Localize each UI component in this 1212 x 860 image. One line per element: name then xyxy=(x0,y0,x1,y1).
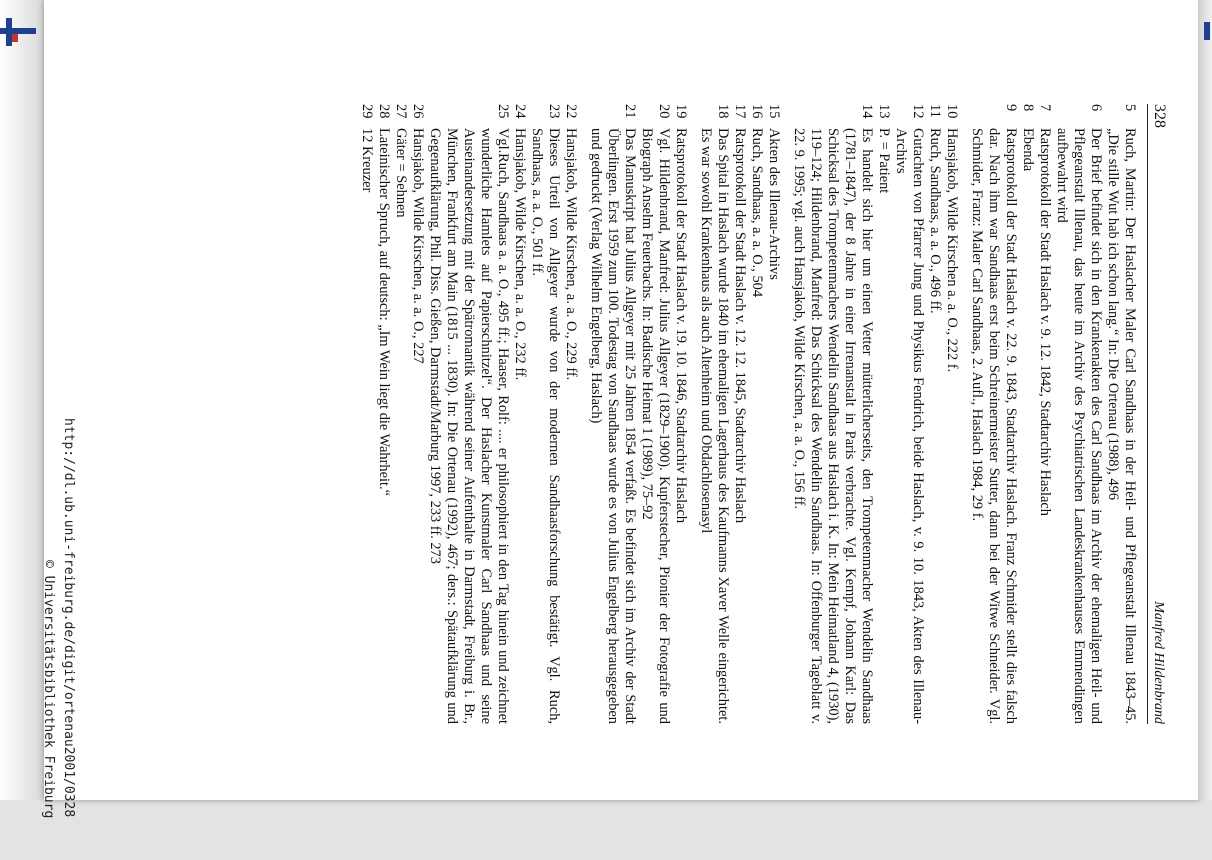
endnote-number: 14 xyxy=(859,104,875,119)
endnote-item xyxy=(892,104,926,724)
endnote-text: Hansjakob, Wilde Kirschen, a. a. O., 229 ff. xyxy=(563,128,579,381)
endnote-item xyxy=(638,104,672,724)
endnote-item xyxy=(943,104,960,724)
endnote-text: Der Brief befindet sich in den Krankenakten des Carl Sandhaas im Archiv der ehemaligen Heil- und Pflegeanstalt Illenau, das heute im Archiv des Psychiatrischen Landeskrankenhauses Emmendingen aufbewahrt wird xyxy=(1054,128,1104,724)
endnote-item xyxy=(358,104,375,724)
endnote-text: Es handelt sich hier um einen Vetter mütterlicherseits, den Trompetenmacher Wendelin Sandhaas (1781–1847), der 8 Jahre in einer Irrenanstalt in Paris verbrachte. Vgl. Kempf, Johann Karl: Das Schicksal des Trompetenmachers Wendelin Sandhaas aus Haslach i. K. In: Mein Heimatland 4, (1930), 119–124; Hildenbrand, Manfred: Das Schicksal des Wendelin Sandhaas. In: Offenburger Tageblatt v. 22. 9. 1995; vgl. auch Hansjakob, Wilde Kirschen, a. a. O., 156 ff. xyxy=(791,128,875,724)
endnote-number: 17 xyxy=(732,104,748,119)
endnote-item xyxy=(875,104,892,724)
endnote-text: Vgl. Hildenbrand, Manfred: Julius Allgeyer (1829–1900). Kupferstecher, Pionier der Fotografie und Biograph Anselm Feuerbachs. In: Badische Heimat 1 (1989), 75–92 xyxy=(639,128,672,724)
endnote-item xyxy=(1019,104,1036,724)
endnote-text: 12 Kreuzer xyxy=(359,128,375,193)
endnote-text: Das Spital in Haslach wurde 1840 im ehemaligen Lagerhaus des Kaufmanns Xaver Welle eingerichtet. Es war sowohl Krankenhaus als auch Altenheim und Obdachlosenasyl xyxy=(698,128,731,724)
document-url[interactable]: http://dl.ub.uni-freiburg.de/digit/ortenau2001/0328 xyxy=(61,418,76,818)
endnote-text: Gutachten von Pfarrer Jung und Physikus Fendrich, beide Haslach, v. 9. 10. 1843, Akten des Illenau-Archivs xyxy=(893,128,926,724)
endnote-text: P. = Patient xyxy=(876,128,892,194)
endnote-number: 16 xyxy=(749,104,765,119)
endnote-item xyxy=(672,104,689,724)
endnote-text: Ruch, Sandhaas, a. a. O., 496 ff. xyxy=(927,128,943,314)
endnote-number: 19 xyxy=(673,104,689,119)
endnote-number: 29 xyxy=(359,104,375,119)
endnote-item xyxy=(511,104,528,724)
endnote-text: Vgl.Ruch, Sandhaas a. a. O., 495 ff.; Haaser, Rolf: .... er philosophiert in den Tag hinein und zeichnet wunderliche Hamlets auf Papierschnitzel“. Der Haslacher Kunstmaler Carl Sandhaas und seine Auseinandersetzung mit der Spätromantik während seiner Aufenthalte in Darmstadt, Freiburg i. Br., München, Frankfurt am Main (1815 ... 1830). In: Die Ortenau (1992), 467; ders.: Spätaufklärung und Gegenaufklärung, Phil. Diss. Gießen, Darmstadt/Marburg 1997, 233 ff. 273 xyxy=(427,128,511,724)
viewer-right-strip xyxy=(1198,0,1212,800)
endnote-item xyxy=(1053,104,1104,724)
endnote-item xyxy=(528,104,562,724)
endnotes-list xyxy=(358,104,1138,724)
endnote-number: 6 xyxy=(1088,104,1104,112)
note-spacer xyxy=(782,104,790,724)
page-header xyxy=(1147,104,1172,724)
endnote-text: Akten des Illenau-Archivs xyxy=(766,128,782,280)
endnote-text: Hansjakob, Wilde Kirschen, a. a. O., 227 xyxy=(410,128,426,364)
endnote-number: 10 xyxy=(944,104,960,119)
endnote-number: 8 xyxy=(1020,104,1036,112)
endnote-number: 27 xyxy=(393,104,409,119)
endnote-number: 20 xyxy=(656,104,672,119)
endnote-text: Ratsprotokoll der Stadt Haslach v. 22. 9. 1843, Stadtarchiv Haslach. Franz Schmider stellt dies falsch dar. Nach ihm war Sandhaas erst beim Schreinermeister Sutter, dann bei der Witwe Schneider. Vgl. Schmider, Franz: Maler Carl Sandhaas, 2. Aufl., Haslach 1984, 29 f. xyxy=(969,128,1019,724)
endnote-item xyxy=(392,104,409,724)
endnote-item xyxy=(562,104,579,724)
running-head-author: Manfred Hildenbrand xyxy=(1151,601,1166,724)
note-spacer xyxy=(689,104,697,724)
endnote-item xyxy=(731,104,748,724)
page-number: 328 xyxy=(1151,104,1168,128)
endnote-number: 21 xyxy=(622,104,638,119)
endnote-text: Hansjakob, Wilde Kirschen a. a. O., 222 f. xyxy=(944,128,960,373)
scanned-page xyxy=(41,0,1200,819)
endnote-item xyxy=(409,104,426,724)
endnote-item xyxy=(748,104,765,724)
endnote-item xyxy=(790,104,875,724)
endnote-text: Gäter = Sehnen xyxy=(393,128,409,218)
endnote-item xyxy=(587,104,638,724)
next-page-marker-icon xyxy=(1204,22,1210,40)
endnote-item xyxy=(968,104,1019,724)
endnote-number: 7 xyxy=(1037,104,1053,112)
endnote-item xyxy=(926,104,943,724)
endnote-text: Ratsprotokoll der Stadt Haslach v. 19. 10. 1846, Stadtarchiv Haslach xyxy=(673,128,689,524)
endnote-text: Das Manuskript hat Julius Allgeyer mit 25 Jahren 1854 verfaßt. Es befindet sich im Archiv der Stadt Überlingen. Erst 1959 zum 100. Todestag von Sandhaas wurde es von Julius Engelberg herausgegeben und gedruckt (Verlag Wilhelm Engelberg, Haslach) xyxy=(588,128,638,724)
endnote-number: 13 xyxy=(876,104,892,119)
endnote-number: 18 xyxy=(715,104,731,119)
endnote-number: 24 xyxy=(512,104,528,119)
endnote-text: Ebenda xyxy=(1020,128,1036,172)
endnote-item xyxy=(1104,104,1138,724)
endnote-text: Ruch, Sandhaas, a. a. O., 504 xyxy=(749,128,765,298)
endnote-item xyxy=(765,104,782,724)
endnote-number: 12 xyxy=(910,104,926,119)
endnote-number: 26 xyxy=(410,104,426,119)
endnote-item xyxy=(375,104,392,724)
endnote-number: 15 xyxy=(766,104,782,119)
endnote-number: 5 xyxy=(1122,104,1138,112)
endnote-item xyxy=(1036,104,1053,724)
endnote-text: Hansjakob, Wilde Kirschen, a. a. O., 232 ff. xyxy=(512,128,528,381)
endnote-text: Ratsprotokoll der Stadt Haslach v. 9. 12. 1842, Stadtarchiv Haslach xyxy=(1037,128,1053,516)
endnote-number: 25 xyxy=(495,104,511,119)
endnote-item xyxy=(426,104,511,724)
endnote-number: 23 xyxy=(546,104,562,119)
note-spacer xyxy=(960,104,968,724)
endnote-item xyxy=(697,104,731,724)
endnote-number: 22 xyxy=(563,104,579,119)
copyright-notice: © Universitätsbibliothek Freiburg xyxy=(41,560,56,819)
note-spacer xyxy=(579,104,587,724)
endnote-number: 11 xyxy=(927,104,943,118)
endnote-text: Ratsprotokoll der Stadt Haslach v. 12. 12. 1845, Stadtarchiv Haslach xyxy=(732,128,748,524)
endnote-text: Ruch, Martin: Der Haslacher Maler Carl Sandhaas in der Heil- und Pflegeanstalt Illenau 1843–45. „Die stille Wut hab ich schon lang.“ In: Die Ortenau (1988), 496 xyxy=(1105,128,1138,724)
endnote-number: 9 xyxy=(1003,104,1019,112)
endnote-text: Dieses Urteil von Allgeyer wurde von der modernen Sandhaasforschung bestätigt. Vgl. Ruch, Sandhaas, a. a. O., 501 ff. xyxy=(529,128,562,724)
endnote-text: Lateinischer Spruch, auf deutsch: „Im Wein liegt die Wahrheit.“ xyxy=(376,128,392,496)
endnote-number: 28 xyxy=(376,104,392,119)
